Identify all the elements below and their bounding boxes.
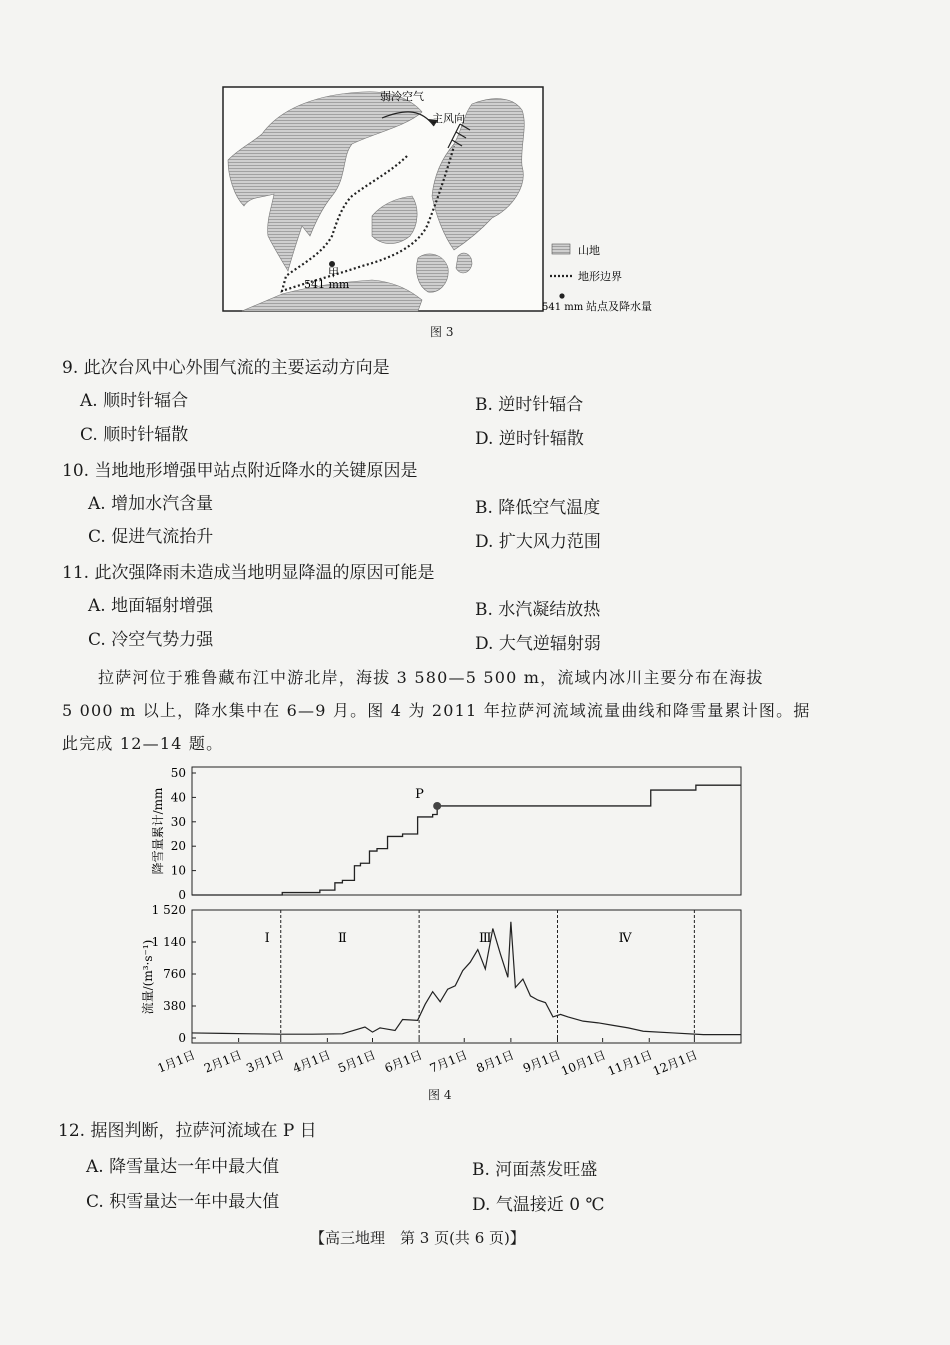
- flow-line: [192, 922, 741, 1035]
- flow-ytick-label: 380: [163, 999, 186, 1013]
- passage-line-2: 5 000 m 以上，降水集中在 6—9 月。图 4 为 2011 年拉萨河流域流量曲线和降雪量累计图。据: [62, 701, 811, 720]
- figure-4-caption: 图 4: [428, 1088, 452, 1102]
- figure-4-svg: [140, 755, 750, 1075]
- flow-ytick-label: 760: [163, 967, 186, 981]
- snow-ylabel: 降雪量累计/mm: [151, 787, 165, 875]
- snow-ytick-label: 10: [170, 863, 186, 878]
- legend-mountain-label: 山地: [578, 244, 600, 257]
- question-10-stem: 10. 当地地形增强甲站点附近降水的关键原因是: [62, 461, 418, 481]
- question-11-option-a[interactable]: A. 地面辐射增强: [88, 596, 214, 616]
- legend-boundary-label: 地形边界: [578, 270, 622, 283]
- flow-xtick-label: 1月1日: [155, 1047, 198, 1075]
- question-11-option-b[interactable]: B. 水汽凝结放热: [475, 600, 601, 620]
- question-12-option-a[interactable]: A. 降雪量达一年中最大值: [86, 1157, 280, 1177]
- period-label: Ⅰ: [264, 931, 270, 946]
- legend-mountain-swatch: [552, 244, 570, 254]
- flow-xtick-label: 2月1日: [202, 1047, 244, 1075]
- passage-line-1: 拉萨河位于雅鲁藏布江中游北岸，海拔 3 580—5 500 m，流域内冰川主要分布在海拔: [98, 668, 764, 687]
- legend-station-prefix: 541 mm: [542, 302, 584, 313]
- question-9-option-a[interactable]: A. 顺时针辐合: [80, 391, 189, 411]
- flow-xtick-label: 5月1日: [335, 1047, 378, 1075]
- flow-xtick-label: 4月1日: [290, 1047, 333, 1075]
- snow-ytick-label: 30: [170, 814, 186, 829]
- question-11-option-c[interactable]: C. 冷空气势力强: [88, 630, 214, 650]
- period-label: Ⅱ: [337, 931, 347, 946]
- snow-ytick-label: 40: [170, 790, 186, 805]
- cold-air-label: 弱冷空气: [380, 90, 424, 103]
- figure-4: [140, 755, 750, 1075]
- flow-panel-frame: [192, 910, 741, 1043]
- passage-line-3: 此完成 12—14 题。: [62, 734, 224, 753]
- mountain-region-east-islet: [456, 253, 472, 273]
- snow-ytick-label: 20: [170, 839, 186, 854]
- question-11-option-d[interactable]: D. 大气逆辐射弱: [475, 634, 601, 654]
- flow-xtick-label: 11月1日: [605, 1047, 655, 1075]
- flow-xtick-label: 10月1日: [559, 1047, 608, 1075]
- snow-ytick-label: 0: [178, 888, 186, 902]
- question-9-option-c[interactable]: C. 顺时针辐散: [80, 425, 189, 445]
- station-jia-label: 甲: [328, 266, 339, 279]
- figure-3-caption: 图 3: [430, 325, 454, 339]
- figure-3: [222, 86, 672, 318]
- legend-station-swatch: [559, 293, 564, 298]
- question-12-option-b[interactable]: B. 河面蒸发旺盛: [472, 1160, 598, 1180]
- page-footer: 【高三地理 第 3 页(共 6 页)】: [310, 1229, 525, 1247]
- flow-xtick-label: 6月1日: [382, 1047, 425, 1075]
- station-jia-precip: 541 mm: [304, 278, 350, 291]
- question-12-option-c[interactable]: C. 积雪量达一年中最大值: [86, 1192, 280, 1212]
- question-10-option-c[interactable]: C. 促进气流抬升: [88, 527, 214, 547]
- flow-ytick-label: 1 140: [151, 935, 186, 949]
- snow-ytick-label: 50: [170, 766, 186, 780]
- period-label: Ⅳ: [618, 931, 632, 946]
- question-9-stem: 9. 此次台风中心外围气流的主要运动方向是: [62, 358, 390, 378]
- flow-xtick-label: 3月1日: [244, 1047, 286, 1075]
- question-12-stem: 12. 据图判断，拉萨河流域在 P 日: [58, 1121, 317, 1141]
- legend-station-label: 站点及降水量: [586, 300, 652, 313]
- wind-direction-label: 主风向: [432, 112, 465, 125]
- question-10-option-b[interactable]: B. 降低空气温度: [475, 498, 601, 518]
- p-point-label: P: [415, 786, 424, 802]
- snow-cumulative-line: [192, 785, 741, 895]
- question-9-option-d[interactable]: D. 逆时针辐散: [475, 429, 584, 449]
- flow-xtick-label: 9月1日: [520, 1047, 563, 1075]
- question-11-stem: 11. 此次强降雨未造成当地明显降温的原因可能是: [62, 563, 435, 583]
- flow-ytick-label: 0: [178, 1031, 186, 1045]
- flow-ylabel: 流量/(m³·s⁻¹): [141, 939, 155, 1015]
- p-point-marker: [433, 802, 441, 810]
- flow-ytick-label: 1 520: [151, 903, 186, 917]
- period-label: Ⅲ: [479, 931, 492, 946]
- snow-panel-frame: [192, 767, 741, 895]
- flow-xtick-label: 7月1日: [427, 1047, 470, 1075]
- question-10-option-a[interactable]: A. 增加水汽含量: [88, 494, 214, 514]
- map-svg: [222, 86, 672, 318]
- flow-xtick-label: 8月1日: [474, 1047, 516, 1075]
- question-12-option-d[interactable]: D. 气温接近 0 ℃: [472, 1195, 605, 1215]
- question-9-option-b[interactable]: B. 逆时针辐合: [475, 395, 584, 415]
- flow-xtick-label: 12月1日: [650, 1047, 700, 1075]
- question-10-option-d[interactable]: D. 扩大风力范围: [475, 532, 601, 552]
